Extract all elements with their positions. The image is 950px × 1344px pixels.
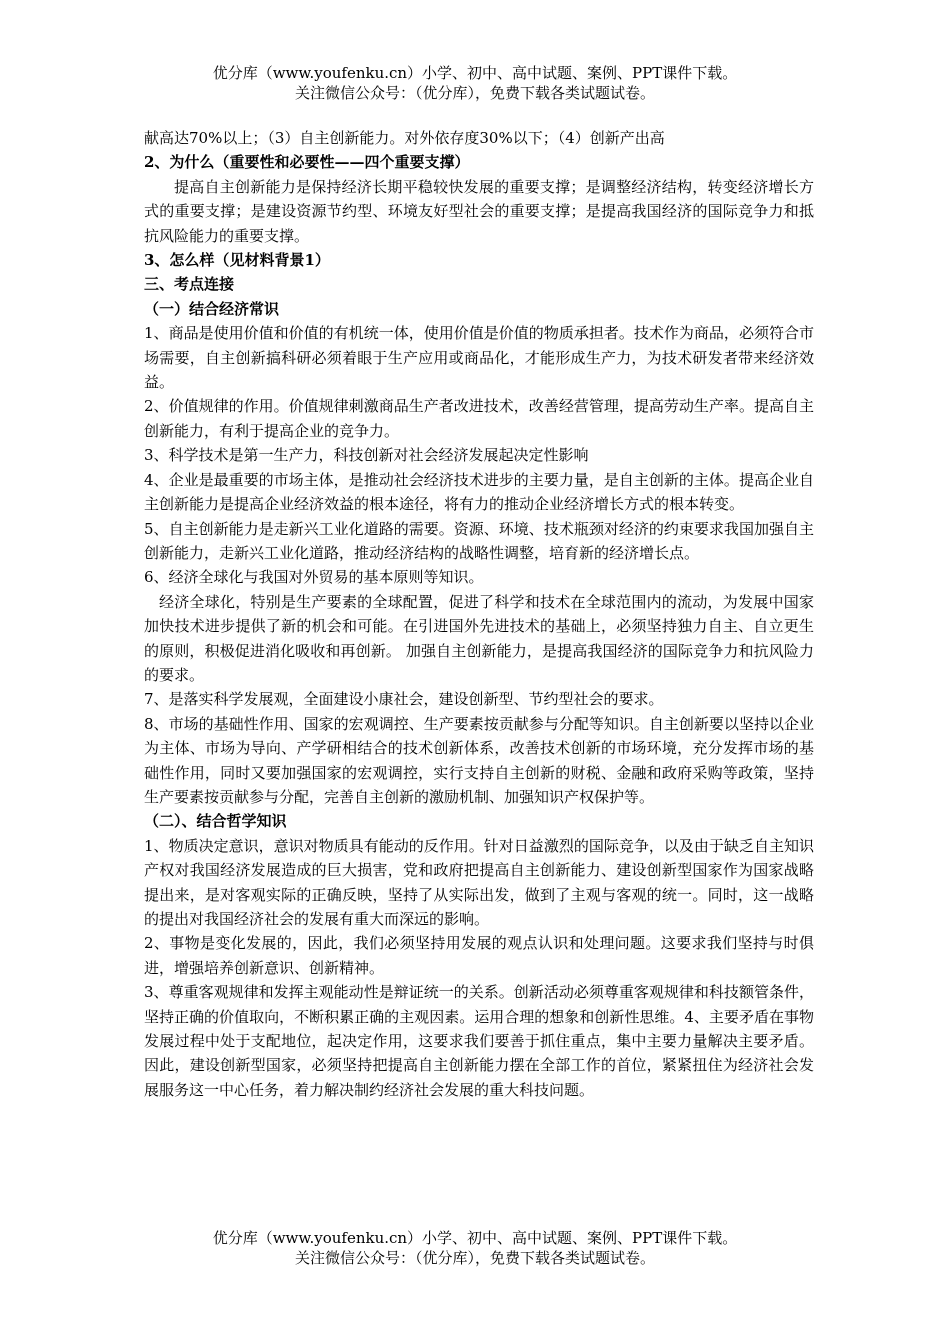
page-footer [0, 1228, 950, 1268]
paragraph: 提高自主创新能力是保持经济长期平稳较快发展的重要支撑；是调整经济结构，转变经济增长方式的重要支撑；是建设资源节约型、环境友好型社会的重要支撑；是提高我国经济的国际竞争力和抵抗风险能力的重要支撑。 [144, 177, 814, 245]
header-line-1: 优分库（www.youfenku.cn）小学、初中、高中试题、案例、PPT课件下载。 [212, 64, 738, 82]
paragraph: 3、尊重客观规律和发挥主观能动性是辩证统一的关系。创新活动必须尊重客观规律和科技额管条件，坚持正确的价值取向，不断积累正确的主观因素。运用合理的想象和创新性思维。4、主要矛盾在事物发展过程中处于支配地位，起决定作用，这要求我们要善于抓住重点，集中主要力量解决主要矛盾。因此，建设创新型国家，必须坚持把提高自主创新能力摆在全部工作的首位，紧紧扭住为经济社会发展服务这一中心任务，着力解决制约经济社会发展的重大科技问题。 [144, 983, 814, 1099]
paragraph: 8、市场的基础性作用、国家的宏观调控、生产要素按贡献参与分配等知识。自主创新要以坚持以企业为主体、市场为导向、产学研相结合的技术创新体系，改善技术创新的市场环境，充分发挥市场的基础性作用，同时又要加强国家的宏观调控，实行支持自主创新的财税、金融和政府采购等政策，坚持生产要素按贡献参与分配，完善自主创新的激励机制、加强知识产权保护等。 [144, 714, 814, 806]
paragraph: 6、经济全球化与我国对外贸易的基本原则等知识。 [144, 568, 484, 587]
footer-line-2: 关注微信公众号：（优分库），免费下载各类试题试卷。 [294, 1249, 655, 1267]
subsection-heading: （一）结合经济常识 [144, 299, 280, 318]
section-heading: 3、怎么样（见材料背景1） [144, 251, 330, 270]
paragraph: 2、事物是变化发展的，因此，我们必须坚持用发展的观点认识和处理问题。这要求我们坚持与时俱进，增强培养创新意识、创新精神。 [144, 934, 814, 977]
section-heading: 三、考点连接 [144, 275, 235, 294]
paragraph: 3、科学技术是第一生产力，科技创新对社会经济发展起决定性影响 [144, 446, 589, 465]
section-heading: 2、为什么（重要性和必要性——四个重要支撑） [144, 153, 470, 172]
paragraph: 5、自主创新能力是走新兴工业化道路的需要。资源、环境、技术瓶颈对经济的约束要求我国加强自主创新能力，走新兴工业化道路，推动经济结构的战略性调整，培育新的经济增长点。 [144, 519, 814, 562]
page-header [0, 63, 950, 103]
document-body [144, 126, 814, 1102]
paragraph: 1、商品是使用价值和价值的有机统一体，使用价值是价值的物质承担者。技术作为商品，必须符合市场需要，自主创新搞科研必须着眼于生产应用或商品化，才能形成生产力，为技术研发者带来经济效益。 [144, 324, 814, 392]
paragraph: 2、价值规律的作用。价值规律刺激商品生产者改进技术，改善经营管理，提高劳动生产率。提高自主创新能力，有利于提高企业的竞争力。 [144, 397, 814, 440]
subsection-heading: （二）、结合哲学知识 [144, 812, 287, 831]
paragraph: 经济全球化，特别是生产要素的全球配置，促进了科学和技术在全球范围内的流动，为发展中国家加快技术进步提供了新的机会和可能。在引进国外先进技术的基础上，必须坚持独力自主、自立更生的原则，积极促进消化吸收和再创新。 加强自主创新能力，是提高我国经济的国际竞争力和抗风险力的要求。 [144, 592, 814, 684]
paragraph: 1、物质决定意识，意识对物质具有能动的反作用。针对日益激烈的国际竞争，以及由于缺乏自主知识产权对我国经济发展造成的巨大损害，党和政府把提高自主创新能力、建设创新型国家作为国家战略提出来，是对客观实际的正确反映，坚持了从实际出发，做到了主观与客观的统一。同时，这一战略的提出对我国经济社会的发展有重大而深远的影响。 [144, 836, 814, 928]
header-line-2: 关注微信公众号：（优分库），免费下载各类试题试卷。 [294, 84, 655, 102]
paragraph: 7、是落实科学发展观，全面建设小康社会，建设创新型、节约型社会的要求。 [144, 690, 664, 709]
footer-line-1: 优分库（www.youfenku.cn）小学、初中、高中试题、案例、PPT课件下载。 [212, 1229, 738, 1247]
paragraph: 4、企业是最重要的市场主体，是推动社会经济技术进步的主要力量，是自主创新的主体。提高企业自主创新能力是提高企业经济效益的根本途径，将有力的推动企业经济增长方式的根本转变。 [144, 470, 814, 514]
paragraph: 献高达70%以上；（3）自主创新能力。对外依存度30%以下；（4）创新产出高 [144, 129, 665, 147]
